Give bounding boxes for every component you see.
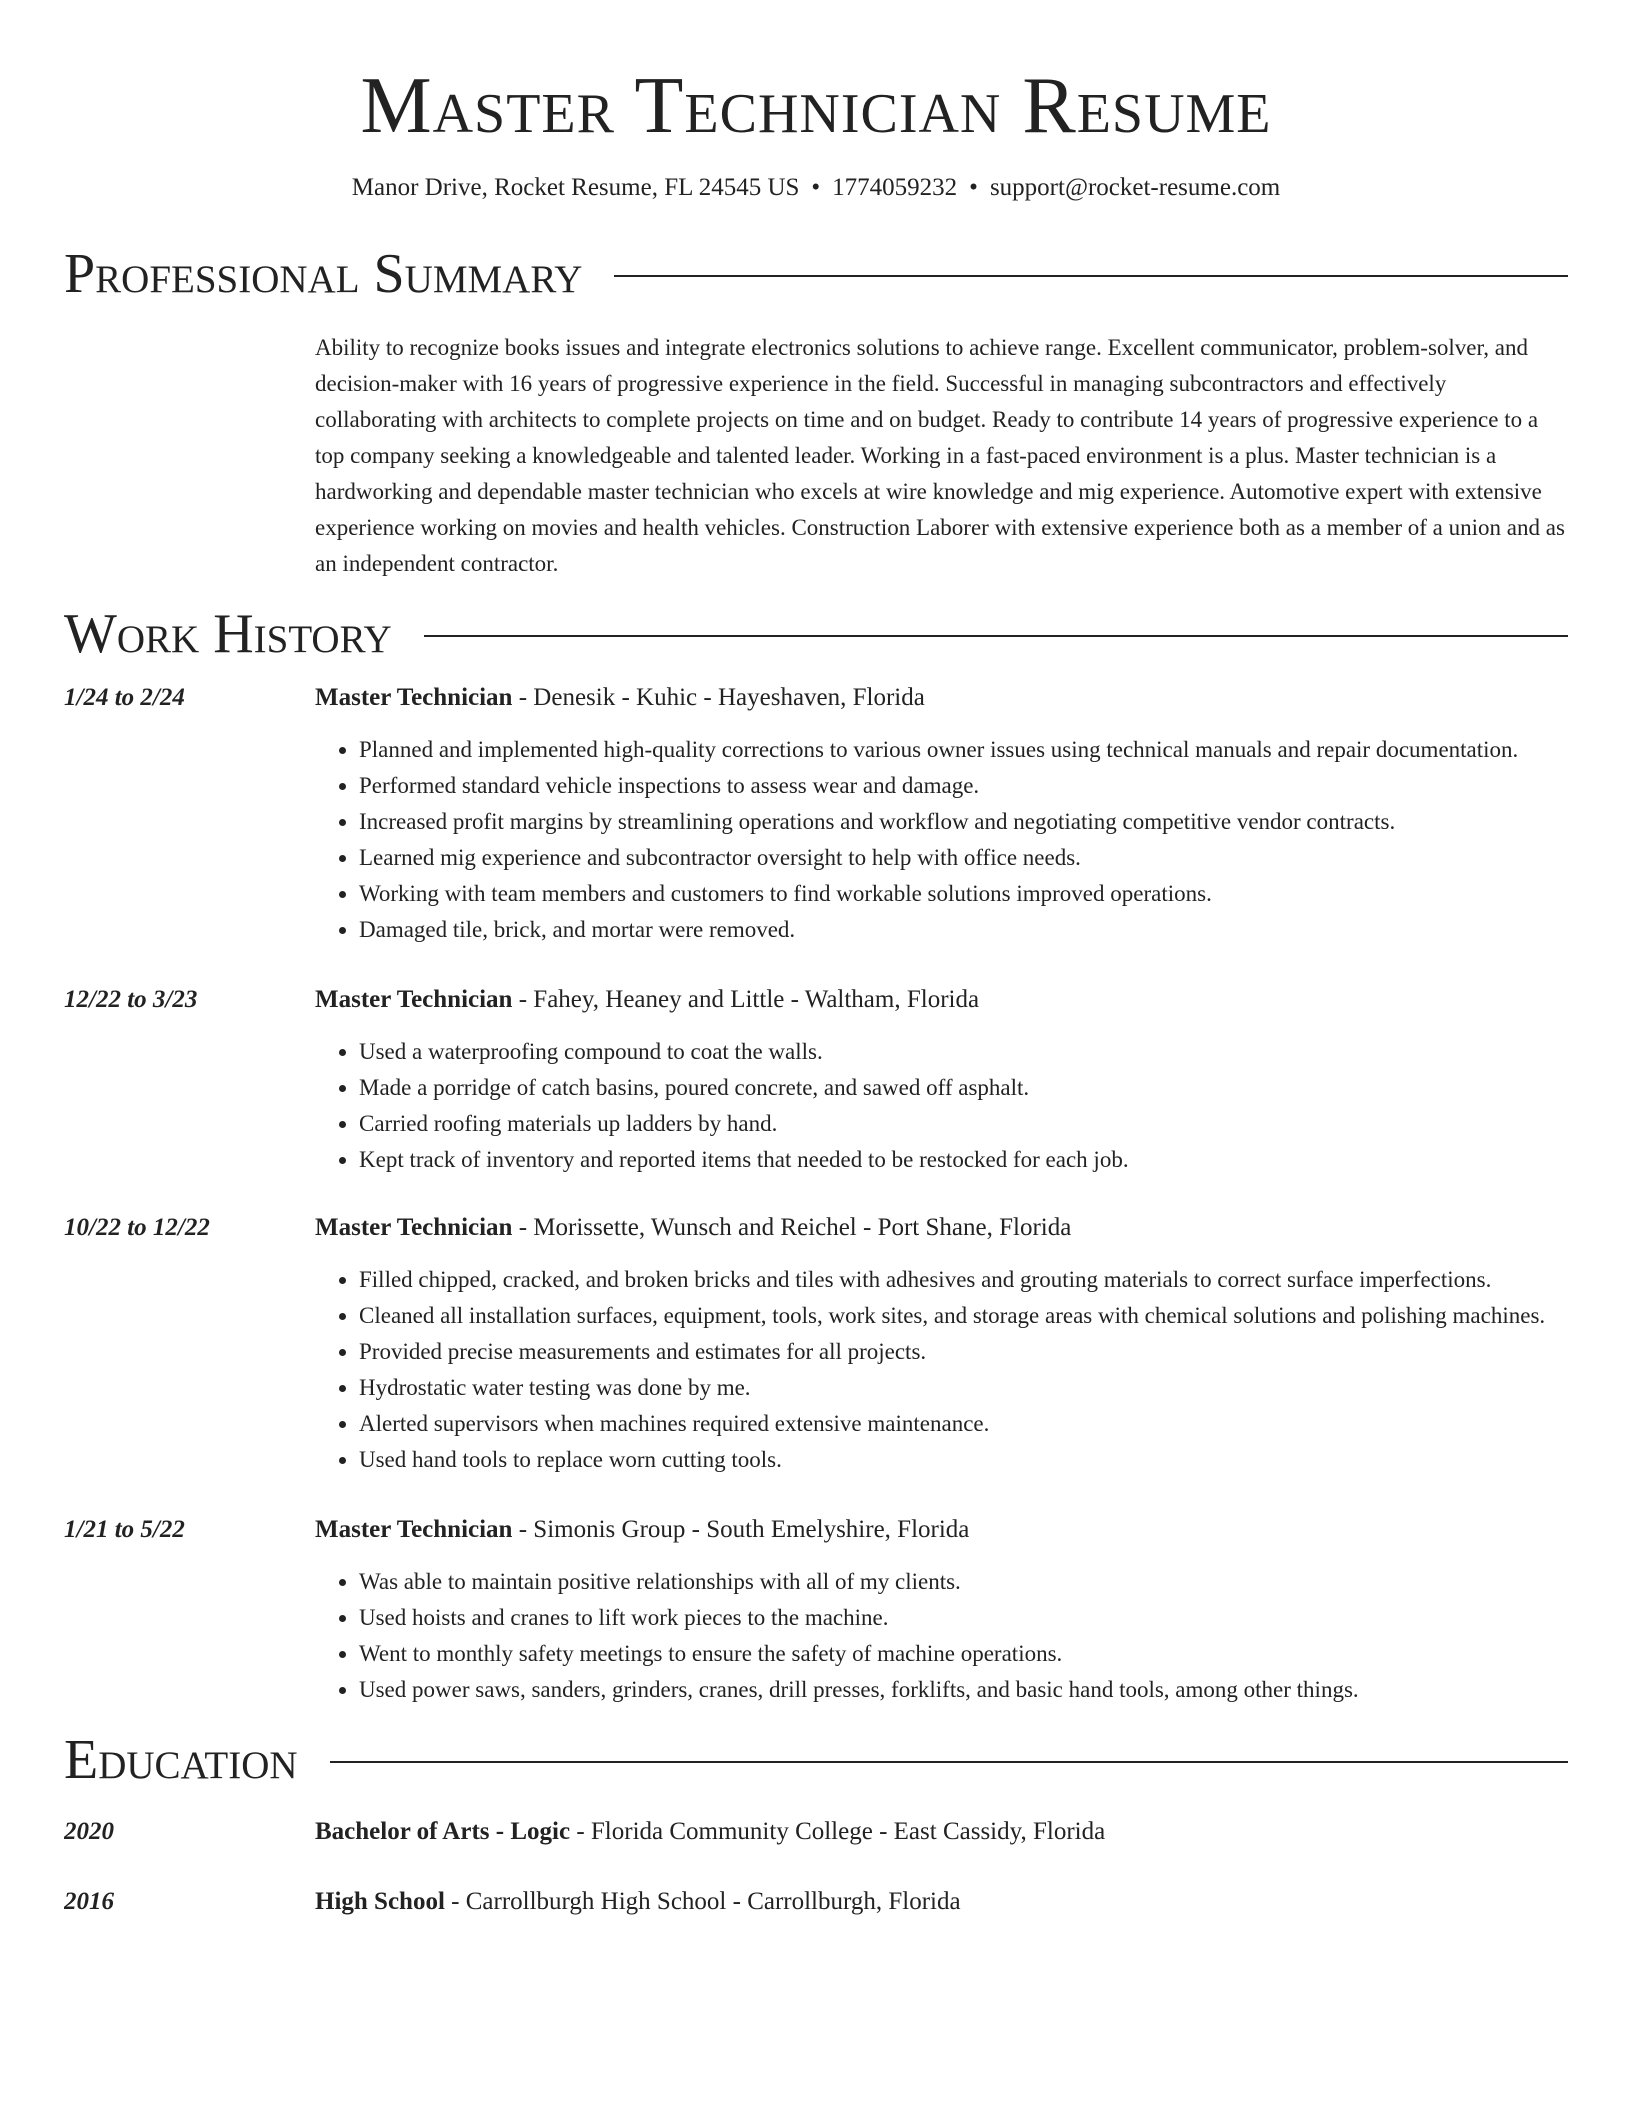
bullet-item: • Hydrostatic water testing was done by me. bbox=[359, 1370, 1568, 1406]
job-content bbox=[315, 982, 1568, 1178]
degree-name: Bachelor of Arts - Logic bbox=[315, 1818, 571, 1845]
education-entry bbox=[64, 1884, 1568, 1920]
education-content bbox=[315, 1884, 1568, 1920]
education-entry bbox=[64, 1814, 1568, 1850]
job-employer: - Morissette, Wunsch and Reichel - Port Shane, Florida bbox=[512, 1214, 1072, 1241]
email-link[interactable]: support@rocket-resume.com bbox=[989, 174, 1281, 201]
education-heading bbox=[64, 1728, 1568, 1792]
job-dates: 12/22 to 3/23 bbox=[64, 986, 198, 1013]
professional-summary-heading bbox=[64, 242, 1568, 306]
job-bullets bbox=[315, 1034, 1568, 1178]
resume-page bbox=[64, 0, 1568, 2112]
bullet-item: • Alerted supervisors when machines required extensive maintenance. bbox=[359, 1406, 1568, 1442]
job-headline bbox=[315, 680, 1568, 716]
bullet-item: • Increased profit margins by streamlining operations and workflow and negotiating competitive vendor contracts. bbox=[359, 804, 1568, 840]
section-title: Education bbox=[64, 1729, 298, 1791]
work-history-heading bbox=[64, 602, 1568, 666]
bullet-item: • Learned mig experience and subcontractor oversight to help with office needs. bbox=[359, 840, 1568, 876]
section-divider bbox=[614, 275, 1568, 277]
bullet-item: • Working with team members and customers to find workable solutions improved operations. bbox=[359, 876, 1568, 912]
section-title: Work History bbox=[64, 603, 392, 665]
school-details: - Carrollburgh High School - Carrollburgh, Florida bbox=[444, 1888, 961, 1915]
job-content bbox=[315, 680, 1568, 948]
education-year: 2016 bbox=[64, 1888, 114, 1915]
bullet-item: • Went to monthly safety meetings to ensure the safety of machine operations. bbox=[359, 1636, 1568, 1672]
job-headline bbox=[315, 982, 1568, 1018]
job-dates: 10/22 to 12/22 bbox=[64, 1214, 210, 1241]
job-bullets bbox=[315, 732, 1568, 948]
bullet-item: • Kept track of inventory and reported items that needed to be restocked for each job. bbox=[359, 1142, 1568, 1178]
job-bullets bbox=[315, 1262, 1568, 1478]
bullet-item: • Performed standard vehicle inspections to assess wear and damage. bbox=[359, 768, 1568, 804]
degree-name: High School bbox=[315, 1888, 445, 1915]
bullet-item: • Carried roofing materials up ladders by hand. bbox=[359, 1106, 1568, 1142]
separator-dot: • bbox=[969, 174, 978, 201]
job-title: Master Technician bbox=[315, 1516, 513, 1543]
education-headline bbox=[315, 1884, 1568, 1920]
bullet-item: • Used hoists and cranes to lift work pieces to the machine. bbox=[359, 1600, 1568, 1636]
job-headline bbox=[315, 1512, 1568, 1548]
section-title: Professional Summary bbox=[64, 243, 583, 305]
job-content bbox=[315, 1512, 1568, 1708]
summary-text: Ability to recognize books issues and integrate electronics solutions to achieve range. Excellent communicator, problem-solver, and decision-maker with 16 years of progressive experience in the field. Successful in managing subcontractors and effectively collaborating with architects to complete projects on time and on budget. Ready to contribute 14 years of progressive experience to a top company seeking a knowledgeable and talented leader. Working in a fast-paced environment is a plus. Master technician is a hardworking and dependable master technician who excels at wire knowledge and mig experience. Automotive expert with extensive experience working on movies and health vehicles. Construction Laborer with extensive experience both as a member of a union and as an independent contractor. bbox=[315, 335, 1565, 576]
job-employer: - Denesik - Kuhic - Hayeshaven, Florida bbox=[512, 684, 925, 711]
education-headline bbox=[315, 1814, 1568, 1850]
job-content bbox=[315, 1210, 1568, 1478]
bullet-item: • Was able to maintain positive relationships with all of my clients. bbox=[359, 1564, 1568, 1600]
education-content bbox=[315, 1814, 1568, 1850]
job-dates: 1/21 to 5/22 bbox=[64, 1516, 185, 1543]
bullet-item: • Cleaned all installation surfaces, equipment, tools, work sites, and storage areas with chemical solutions and polishing machines. bbox=[359, 1298, 1568, 1334]
job-title: Master Technician bbox=[315, 986, 513, 1013]
resume-title: Master Technician Resume bbox=[360, 62, 1272, 150]
job-entry bbox=[64, 982, 1568, 1178]
job-employer: - Fahey, Heaney and Little - Waltham, Florida bbox=[512, 986, 980, 1013]
bullet-item: • Made a porridge of catch basins, poured concrete, and sawed off asphalt. bbox=[359, 1070, 1568, 1106]
bullet-item: • Used power saws, sanders, grinders, cranes, drill presses, forklifts, and basic hand tools, among other things. bbox=[359, 1672, 1568, 1708]
job-bullets bbox=[315, 1564, 1568, 1708]
job-entry bbox=[64, 1210, 1568, 1478]
bullet-item: • Planned and implemented high-quality corrections to various owner issues using technical manuals and repair documentation. bbox=[359, 732, 1568, 768]
phone-text: 1774059232 bbox=[832, 174, 958, 201]
bullet-item: • Damaged tile, brick, and mortar were removed. bbox=[359, 912, 1568, 948]
job-entry bbox=[64, 1512, 1568, 1708]
bullet-item: • Filled chipped, cracked, and broken bricks and tiles with adhesives and grouting materials to correct surface imperfections. bbox=[359, 1262, 1568, 1298]
contact-line bbox=[64, 172, 1568, 204]
section-divider bbox=[330, 1761, 1568, 1763]
separator-dot: • bbox=[811, 174, 821, 201]
bullet-item: • Used hand tools to replace worn cutting tools. bbox=[359, 1442, 1568, 1478]
bullet-item: • Used a waterproofing compound to coat the walls. bbox=[359, 1034, 1568, 1070]
job-title: Master Technician bbox=[315, 1214, 513, 1241]
job-employer: - Simonis Group - South Emelyshire, Florida bbox=[512, 1516, 970, 1543]
job-title: Master Technician bbox=[315, 684, 513, 711]
job-headline bbox=[315, 1210, 1568, 1246]
address-text: Manor Drive, Rocket Resume, FL 24545 US bbox=[351, 174, 800, 201]
job-entry bbox=[64, 680, 1568, 948]
education-year: 2020 bbox=[64, 1818, 114, 1845]
bullet-item: • Provided precise measurements and estimates for all projects. bbox=[359, 1334, 1568, 1370]
section-divider bbox=[424, 635, 1568, 637]
school-details: - Florida Community College - East Cassidy, Florida bbox=[570, 1818, 1106, 1845]
job-dates: 1/24 to 2/24 bbox=[64, 684, 185, 711]
